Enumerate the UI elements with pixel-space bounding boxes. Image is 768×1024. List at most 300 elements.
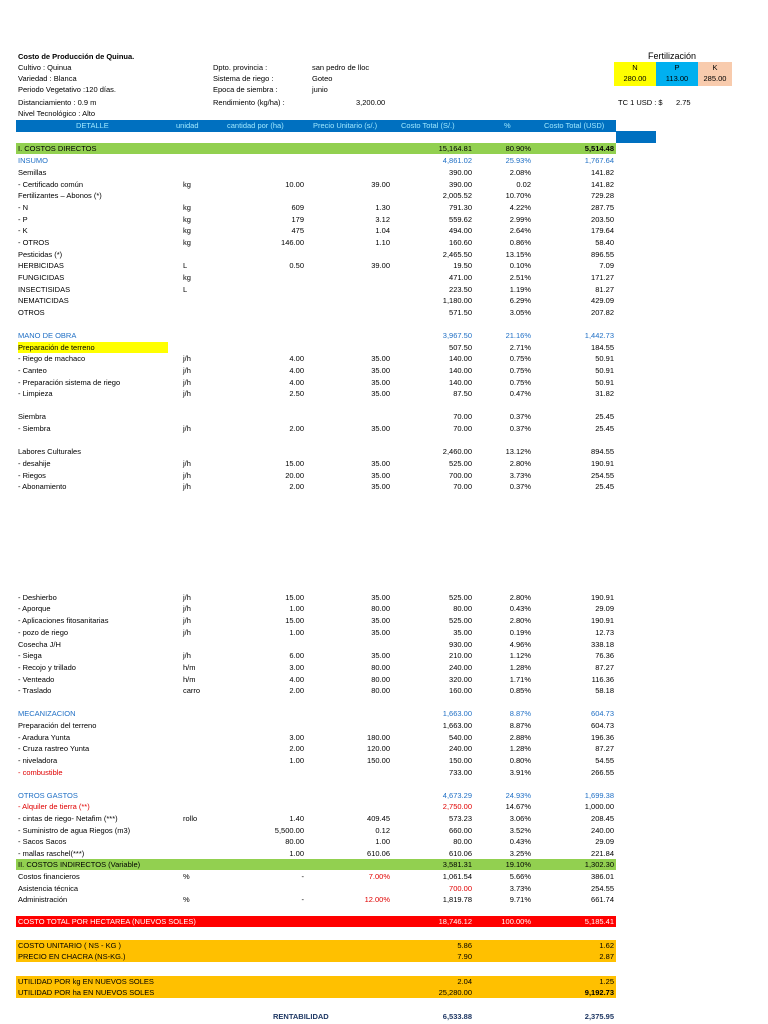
row-unit: kg bbox=[183, 215, 191, 224]
row-unit: L bbox=[183, 261, 188, 270]
table-row bbox=[16, 592, 616, 603]
row-quantity: 80.00 bbox=[285, 837, 304, 846]
col-pct: % bbox=[504, 121, 511, 130]
row-cost-soles: 240.00 bbox=[449, 744, 472, 753]
row-label: - pozo de riego bbox=[18, 628, 69, 637]
row-quantity: 2.00 bbox=[289, 744, 304, 753]
table-row bbox=[16, 295, 616, 306]
row-quantity: 179 bbox=[291, 215, 304, 224]
table-row bbox=[16, 615, 616, 626]
info-distanciamiento: Distanciamiento : 0.9 m bbox=[18, 98, 97, 107]
fert-k-label: K bbox=[712, 63, 718, 72]
row-cost-soles: 19.50 bbox=[453, 261, 472, 270]
row-unit-price: 180.00 bbox=[367, 733, 390, 742]
row-percent: 5.66% bbox=[509, 872, 531, 881]
row-unit-price: 409.45 bbox=[367, 814, 390, 823]
row-cost-soles: 390.00 bbox=[449, 168, 472, 177]
row-cost-soles: 70.00 bbox=[453, 482, 472, 491]
table-row bbox=[16, 446, 616, 457]
row-cost-soles: 320.00 bbox=[449, 675, 472, 684]
row-label: - Abonamiento bbox=[18, 482, 67, 491]
table-row bbox=[16, 423, 616, 434]
row-percent: 100.00% bbox=[501, 917, 531, 926]
row-cost-soles: 494.00 bbox=[449, 226, 472, 235]
row-quantity: 475 bbox=[291, 226, 304, 235]
row-cost-usd: 76.36 bbox=[595, 651, 614, 660]
row-unit: kg bbox=[183, 203, 191, 212]
row-label: - N bbox=[18, 203, 28, 212]
row-cost-soles: 223.50 bbox=[449, 285, 472, 294]
row-percent: 10.70% bbox=[505, 191, 531, 200]
info-cultivo: Cultivo : Quinua bbox=[18, 63, 72, 72]
row-unit-price: 80.00 bbox=[371, 675, 390, 684]
table-row bbox=[16, 755, 616, 766]
row-unit-price: 35.00 bbox=[371, 471, 390, 480]
info-rendimiento-label: Rendimiento (kg/ha) : bbox=[213, 98, 285, 107]
row-quantity: 5,500.00 bbox=[274, 826, 304, 835]
col-unidad: unidad bbox=[176, 121, 199, 130]
row-unit: % bbox=[183, 872, 190, 881]
row-cost-soles: 160.00 bbox=[449, 686, 472, 695]
row-cost-soles: 70.00 bbox=[453, 424, 472, 433]
row-percent: 2.71% bbox=[509, 343, 531, 352]
row-unit-price: 120.00 bbox=[367, 744, 390, 753]
rentabilidad-label: RENTABILIDAD bbox=[273, 1012, 329, 1021]
row-percent: 0.37% bbox=[509, 412, 531, 421]
table-row bbox=[16, 916, 616, 927]
row-cost-usd: 190.91 bbox=[591, 616, 614, 625]
row-cost-soles: 35.00 bbox=[453, 628, 472, 637]
row-cost-usd: 58.18 bbox=[595, 686, 614, 695]
row-cost-usd: 240.00 bbox=[591, 826, 614, 835]
fert-k-box bbox=[698, 62, 732, 86]
row-cost-soles: 610.06 bbox=[449, 849, 472, 858]
row-quantity: 6.00 bbox=[289, 651, 304, 660]
row-cost-usd: 29.09 bbox=[595, 837, 614, 846]
row-cost-usd: 729.28 bbox=[591, 191, 614, 200]
info-dpto-value: san pedro de lloc bbox=[312, 63, 370, 72]
row-quantity: 4.00 bbox=[289, 354, 304, 363]
row-label: UTILIDAD POR ha EN NUEVOS SOLES bbox=[18, 988, 155, 997]
row-quantity: 2.00 bbox=[289, 686, 304, 695]
table-row bbox=[16, 801, 616, 812]
row-cost-usd: 50.91 bbox=[595, 354, 614, 363]
row-percent: 2.80% bbox=[509, 616, 531, 625]
col-costo-usd: Costo Total (USD) bbox=[544, 121, 605, 130]
row-cost-soles: 3,581.31 bbox=[442, 860, 472, 869]
row-label: - Aporque bbox=[18, 604, 51, 613]
row-percent: 6.29% bbox=[509, 296, 531, 305]
row-cost-usd: 54.55 bbox=[595, 756, 614, 765]
row-percent: 0.19% bbox=[509, 628, 531, 637]
row-label: - Deshierbo bbox=[18, 593, 57, 602]
row-label: OTROS GASTOS bbox=[18, 791, 78, 800]
row-percent: 13.12% bbox=[505, 447, 531, 456]
row-percent: 14.67% bbox=[505, 802, 531, 811]
row-cost-usd: 896.55 bbox=[591, 250, 614, 259]
row-quantity: - bbox=[301, 895, 304, 904]
row-cost-soles: 571.50 bbox=[449, 308, 472, 317]
row-unit: h/m bbox=[183, 663, 196, 672]
row-quantity: 3.00 bbox=[289, 733, 304, 742]
row-unit: L bbox=[183, 285, 188, 294]
row-cost-usd: 25.45 bbox=[595, 424, 614, 433]
row-unit-price: 610.06 bbox=[367, 849, 390, 858]
row-label: NEMATICIDAS bbox=[18, 296, 69, 305]
row-percent: 3.91% bbox=[509, 768, 531, 777]
row-label: MANO DE OBRA bbox=[18, 331, 77, 340]
row-percent: 3.05% bbox=[509, 308, 531, 317]
table-row bbox=[16, 365, 616, 376]
fert-n-box bbox=[614, 62, 656, 86]
row-percent: 2.80% bbox=[509, 593, 531, 602]
row-quantity: 2.50 bbox=[289, 389, 304, 398]
rentabilidad-ns: 6,533.88 bbox=[442, 1012, 472, 1021]
row-label: INSECTISIDAS bbox=[18, 285, 71, 294]
row-unit: j/h bbox=[183, 482, 191, 491]
row-label: Pesticidas (*) bbox=[18, 250, 63, 259]
fert-n-label: N bbox=[632, 63, 638, 72]
row-cost-usd: 1,442.73 bbox=[584, 331, 614, 340]
row-unit-price: 35.00 bbox=[371, 628, 390, 637]
info-epoca-value: junio bbox=[312, 85, 328, 94]
table-row bbox=[16, 155, 616, 166]
row-cost-usd: 25.45 bbox=[595, 412, 614, 421]
info-periodo: Periodo Vegetativo :120 días. bbox=[18, 85, 116, 94]
row-cost-soles: 2,460.00 bbox=[442, 447, 472, 456]
row-unit-price: 1.30 bbox=[375, 203, 390, 212]
row-unit: carro bbox=[183, 686, 201, 695]
row-percent: 2.08% bbox=[509, 168, 531, 177]
table-row bbox=[16, 388, 616, 399]
row-label: - Limpieza bbox=[18, 389, 53, 398]
row-percent: 0.75% bbox=[509, 366, 531, 375]
row-cost-soles: 540.00 bbox=[449, 733, 472, 742]
table-row bbox=[16, 143, 616, 154]
table-row bbox=[16, 650, 616, 661]
row-cost-usd: 1,000.00 bbox=[584, 802, 614, 811]
row-cost-soles: 80.00 bbox=[453, 604, 472, 613]
row-label: Costos financieros bbox=[18, 872, 80, 881]
row-cost-usd: 7.09 bbox=[599, 261, 614, 270]
row-unit: j/h bbox=[183, 378, 191, 387]
tc-value: 2.75 bbox=[676, 98, 691, 107]
info-epoca-label: Epoca de siembra : bbox=[213, 85, 278, 94]
row-cost-usd: 254.55 bbox=[591, 884, 614, 893]
row-cost-soles: 3,967.50 bbox=[442, 331, 472, 340]
row-label: - Preparación sistema de riego bbox=[18, 378, 121, 387]
row-label: Fertilizantes – Abonos (*) bbox=[18, 191, 102, 200]
row-cost-usd: 604.73 bbox=[591, 721, 614, 730]
table-row bbox=[16, 307, 616, 318]
row-cost-soles: 930.00 bbox=[449, 640, 472, 649]
row-cost-usd: 287.75 bbox=[591, 203, 614, 212]
row-cost-soles: 5.86 bbox=[457, 941, 472, 950]
row-cost-soles: 1,061.54 bbox=[442, 872, 472, 881]
row-cost-usd: 171.27 bbox=[591, 273, 614, 282]
row-cost-usd: 338.18 bbox=[591, 640, 614, 649]
table-row bbox=[16, 951, 616, 962]
row-label: - mallas raschel(***) bbox=[18, 849, 85, 858]
table-row bbox=[16, 685, 616, 696]
row-cost-soles: 80.00 bbox=[453, 837, 472, 846]
row-quantity: 15.00 bbox=[285, 459, 304, 468]
row-percent: 0.86% bbox=[509, 238, 531, 247]
row-percent: 2.80% bbox=[509, 459, 531, 468]
row-cost-usd: 190.91 bbox=[591, 593, 614, 602]
table-row bbox=[16, 249, 616, 260]
row-label: - cintas de riego- Netafim (***) bbox=[18, 814, 118, 823]
table-row bbox=[16, 708, 616, 719]
table-row bbox=[16, 167, 616, 178]
row-cost-soles: 700.00 bbox=[449, 471, 472, 480]
row-cost-usd: 87.27 bbox=[595, 744, 614, 753]
row-cost-soles: 507.50 bbox=[449, 343, 472, 352]
row-quantity: 4.00 bbox=[289, 378, 304, 387]
row-percent: 21.16% bbox=[505, 331, 531, 340]
row-cost-usd: 429.09 bbox=[591, 296, 614, 305]
row-unit-price: 35.00 bbox=[371, 389, 390, 398]
row-label: MECANIZACION bbox=[18, 709, 76, 718]
row-label: - Certificado común bbox=[18, 180, 84, 189]
row-label: - OTROS bbox=[18, 238, 50, 247]
row-label: - niveladora bbox=[18, 756, 58, 765]
row-cost-usd: 29.09 bbox=[595, 604, 614, 613]
row-percent: 19.10% bbox=[505, 860, 531, 869]
table-row bbox=[16, 743, 616, 754]
row-cost-usd: 87.27 bbox=[595, 663, 614, 672]
row-cost-soles: 160.60 bbox=[449, 238, 472, 247]
row-percent: 3.73% bbox=[509, 884, 531, 893]
row-label: - Aplicaciones fitosanitarias bbox=[18, 616, 109, 625]
col-cantidad: cantidad por (ha) bbox=[227, 121, 284, 130]
row-cost-usd: 266.55 bbox=[591, 768, 614, 777]
row-unit-price: 80.00 bbox=[371, 604, 390, 613]
table-row bbox=[16, 674, 616, 685]
row-unit-price: 0.12 bbox=[375, 826, 390, 835]
row-label: - K bbox=[18, 226, 28, 235]
row-unit: kg bbox=[183, 226, 191, 235]
fert-p-label: P bbox=[674, 63, 680, 72]
row-percent: 2.99% bbox=[509, 215, 531, 224]
info-riego-value: Goteo bbox=[312, 74, 333, 83]
table-row bbox=[16, 342, 616, 353]
row-label: Semillas bbox=[18, 168, 47, 177]
table-row bbox=[16, 225, 616, 236]
row-cost-usd: 58.40 bbox=[595, 238, 614, 247]
row-cost-soles: 1,663.00 bbox=[442, 709, 472, 718]
row-label: - combustible bbox=[18, 768, 63, 777]
row-cost-usd: 5,514.48 bbox=[584, 144, 614, 153]
table-row bbox=[16, 470, 616, 481]
row-unit-price: 39.00 bbox=[371, 261, 390, 270]
row-percent: 1.28% bbox=[509, 663, 531, 672]
row-label: Siembra bbox=[18, 412, 46, 421]
table-row bbox=[16, 272, 616, 283]
row-unit: j/h bbox=[183, 424, 191, 433]
row-label: Preparación del terreno bbox=[18, 721, 97, 730]
row-unit: j/h bbox=[183, 471, 191, 480]
row-label: - Siembra bbox=[18, 424, 51, 433]
row-unit-price: 3.12 bbox=[375, 215, 390, 224]
row-cost-soles: 559.62 bbox=[449, 215, 472, 224]
row-unit: j/h bbox=[183, 366, 191, 375]
row-quantity: 15.00 bbox=[285, 593, 304, 602]
row-percent: 0.85% bbox=[509, 686, 531, 695]
row-percent: 0.43% bbox=[509, 837, 531, 846]
row-cost-usd: 1.25 bbox=[599, 977, 614, 986]
row-unit: j/h bbox=[183, 459, 191, 468]
row-percent: 3.06% bbox=[509, 814, 531, 823]
table-row bbox=[16, 377, 616, 388]
fert-p-value: 113.00 bbox=[665, 74, 689, 83]
row-label: HERBICIDAS bbox=[18, 261, 64, 270]
fert-n-value: 280.00 bbox=[623, 74, 647, 83]
row-label: - Recojo y trillado bbox=[18, 663, 76, 672]
row-percent: 9.71% bbox=[509, 895, 531, 904]
row-label: Cosecha J/H bbox=[18, 640, 61, 649]
row-quantity: 609 bbox=[291, 203, 304, 212]
row-percent: 0.43% bbox=[509, 604, 531, 613]
row-cost-soles: 791.30 bbox=[449, 203, 472, 212]
row-label: UTILIDAD POR kg EN NUEVOS SOLES bbox=[18, 977, 154, 986]
tc-label: TC 1 USD : $ bbox=[618, 98, 663, 107]
row-quantity: 4.00 bbox=[289, 675, 304, 684]
row-label: - Venteado bbox=[18, 675, 55, 684]
row-cost-soles: 240.00 bbox=[449, 663, 472, 672]
rentabilidad-usd: 2,375.95 bbox=[584, 1012, 614, 1021]
row-cost-soles: 4,673.29 bbox=[442, 791, 472, 800]
row-unit-price: 35.00 bbox=[371, 482, 390, 491]
row-unit: j/h bbox=[183, 616, 191, 625]
row-unit-price: 35.00 bbox=[371, 593, 390, 602]
row-cost-usd: 31.82 bbox=[595, 389, 614, 398]
row-percent: 0.47% bbox=[509, 389, 531, 398]
table-row bbox=[16, 848, 616, 859]
info-variedad: Variedad : Blanca bbox=[18, 74, 77, 83]
table-row bbox=[16, 284, 616, 295]
table-row bbox=[16, 330, 616, 341]
table-row bbox=[16, 871, 616, 882]
row-cost-soles: 140.00 bbox=[449, 366, 472, 375]
row-unit-price: 7.00% bbox=[368, 872, 390, 881]
col-costo-ns: Costo Total (S/.) bbox=[401, 121, 455, 130]
row-unit: kg bbox=[183, 238, 191, 247]
row-label: - desahije bbox=[18, 459, 51, 468]
row-percent: 0.75% bbox=[509, 378, 531, 387]
row-unit-price: 35.00 bbox=[371, 651, 390, 660]
row-cost-usd: 141.82 bbox=[591, 168, 614, 177]
row-percent: 25.93% bbox=[505, 156, 531, 165]
row-cost-usd: 12.73 bbox=[595, 628, 614, 637]
row-quantity: 1.00 bbox=[289, 628, 304, 637]
table-row bbox=[16, 732, 616, 743]
row-percent: 1.28% bbox=[509, 744, 531, 753]
table-row bbox=[16, 825, 616, 836]
table-header bbox=[16, 120, 616, 132]
row-cost-usd: 9,192.73 bbox=[584, 988, 614, 997]
row-percent: 8.87% bbox=[509, 721, 531, 730]
row-cost-soles: 210.00 bbox=[449, 651, 472, 660]
row-cost-usd: 1,302.30 bbox=[584, 860, 614, 869]
row-cost-usd: 2.87 bbox=[599, 952, 614, 961]
row-cost-soles: 25,280.00 bbox=[438, 988, 472, 997]
table-row bbox=[16, 603, 616, 614]
info-riego-label: Sistema de riego : bbox=[213, 74, 274, 83]
row-unit: j/h bbox=[183, 628, 191, 637]
row-percent: 1.71% bbox=[509, 675, 531, 684]
row-cost-soles: 471.00 bbox=[449, 273, 472, 282]
row-cost-soles: 1,663.00 bbox=[442, 721, 472, 730]
row-cost-soles: 573.23 bbox=[449, 814, 472, 823]
row-percent: 4.96% bbox=[509, 640, 531, 649]
row-unit: j/h bbox=[183, 604, 191, 613]
row-cost-usd: 1,699.38 bbox=[584, 791, 614, 800]
table-row bbox=[16, 202, 616, 213]
row-cost-usd: 1,767.64 bbox=[584, 156, 614, 165]
row-label: - Riegos bbox=[18, 471, 46, 480]
row-label: - Traslado bbox=[18, 686, 52, 695]
table-row bbox=[16, 813, 616, 824]
row-label: - P bbox=[18, 215, 28, 224]
row-quantity: - bbox=[301, 872, 304, 881]
row-unit-price: 1.04 bbox=[375, 226, 390, 235]
row-label: FUNGICIDAS bbox=[18, 273, 65, 282]
table-row bbox=[16, 411, 616, 422]
row-percent: 2.64% bbox=[509, 226, 531, 235]
row-unit: kg bbox=[183, 180, 191, 189]
table-row bbox=[16, 720, 616, 731]
fertilizacion-title: Fertilización bbox=[648, 51, 697, 61]
row-cost-soles: 2.04 bbox=[457, 977, 472, 986]
row-cost-usd: 5,185.41 bbox=[584, 917, 614, 926]
row-cost-soles: 140.00 bbox=[449, 378, 472, 387]
row-label: Labores Culturales bbox=[18, 447, 81, 456]
row-cost-usd: 894.55 bbox=[591, 447, 614, 456]
row-percent: 24.93% bbox=[505, 791, 531, 800]
fert-k-value: 285.00 bbox=[703, 74, 727, 83]
row-cost-soles: 4,861.02 bbox=[442, 156, 472, 165]
row-cost-usd: 1.62 bbox=[599, 941, 614, 950]
row-label: - Cruza rastreo Yunta bbox=[18, 744, 90, 753]
row-cost-soles: 2,465.50 bbox=[442, 250, 472, 259]
row-cost-soles: 525.00 bbox=[449, 459, 472, 468]
row-percent: 0.37% bbox=[509, 424, 531, 433]
row-quantity: 0.50 bbox=[289, 261, 304, 270]
row-cost-soles: 1,819.78 bbox=[442, 895, 472, 904]
row-quantity: 2.00 bbox=[289, 482, 304, 491]
row-percent: 80.90% bbox=[505, 144, 531, 153]
row-cost-usd: 221.84 bbox=[591, 849, 614, 858]
info-dpto-label: Dpto. provincia : bbox=[213, 63, 268, 72]
row-cost-soles: 150.00 bbox=[449, 756, 472, 765]
row-cost-soles: 733.00 bbox=[449, 768, 472, 777]
row-quantity: 15.00 bbox=[285, 616, 304, 625]
row-quantity: 1.00 bbox=[289, 849, 304, 858]
row-cost-usd: 179.64 bbox=[591, 226, 614, 235]
row-cost-usd: 203.50 bbox=[591, 215, 614, 224]
table-row bbox=[16, 481, 616, 492]
row-label: - Alquiler de tierra (**) bbox=[18, 802, 90, 811]
row-unit-price: 39.00 bbox=[371, 180, 390, 189]
document-title: Costo de Producción de Quinua. bbox=[18, 52, 135, 61]
row-cost-soles: 140.00 bbox=[449, 354, 472, 363]
table-row bbox=[16, 894, 616, 905]
table-row bbox=[16, 767, 616, 778]
row-unit: j/h bbox=[183, 593, 191, 602]
info-rendimiento-value: 3,200.00 bbox=[356, 98, 386, 107]
row-cost-usd: 661.74 bbox=[591, 895, 614, 904]
